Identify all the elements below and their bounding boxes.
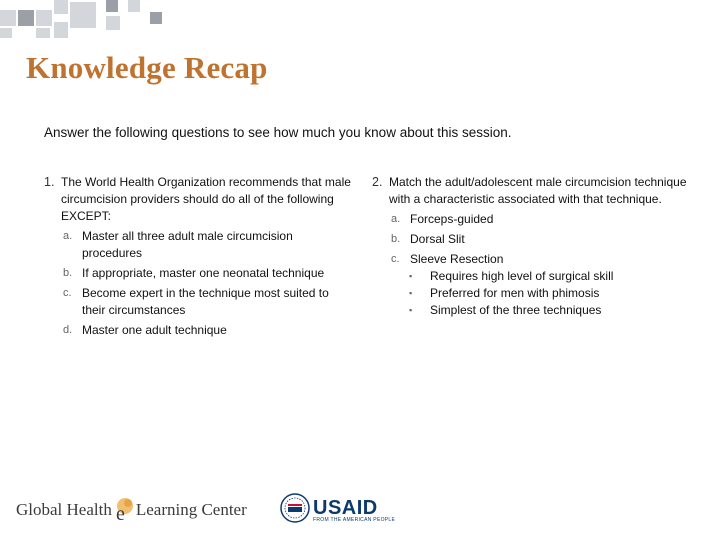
bullet-item bbox=[372, 285, 692, 302]
option-letter: b. bbox=[391, 233, 401, 245]
bullet-text: Simplest of the three techniques bbox=[430, 303, 602, 317]
bullet-square-icon: ▪ bbox=[409, 305, 413, 315]
option-text: Master one adult technique bbox=[82, 323, 227, 337]
question-1 bbox=[44, 174, 354, 339]
ghlc-e-icon bbox=[113, 496, 135, 524]
ghlc-logo bbox=[16, 492, 247, 528]
bullet-item bbox=[372, 268, 692, 285]
option-item bbox=[44, 322, 354, 339]
option-letter: c. bbox=[391, 253, 400, 265]
option-text: Become expert in the technique most suited to their circumstances bbox=[82, 286, 329, 317]
bullet-square-icon: ▪ bbox=[409, 288, 413, 298]
svg-text:e: e bbox=[115, 503, 125, 524]
question-number: 1. bbox=[44, 175, 55, 189]
ghlc-logo-right-text: Learning Center bbox=[135, 500, 247, 519]
option-letter: b. bbox=[63, 267, 73, 279]
bullet-item bbox=[372, 302, 692, 319]
page-title: Knowledge Recap bbox=[26, 50, 268, 85]
decorative-squares bbox=[0, 0, 170, 40]
usaid-seal-icon bbox=[280, 493, 310, 528]
option-letter: d. bbox=[63, 324, 73, 336]
question-2 bbox=[372, 174, 692, 319]
intro-text: Answer the following questions to see how much you know about this session. bbox=[44, 125, 512, 140]
bullet-square-icon: ▪ bbox=[409, 271, 413, 281]
option-letter: c. bbox=[63, 287, 72, 299]
usaid-wordmark: USAID bbox=[313, 496, 378, 519]
question-number: 2. bbox=[372, 175, 383, 189]
option-text: Dorsal Slit bbox=[410, 232, 465, 246]
bullet-text: Preferred for men with phimosis bbox=[430, 286, 600, 300]
option-item bbox=[44, 228, 354, 262]
option-text: Master all three adult male circumcision procedures bbox=[82, 229, 293, 260]
ghlc-logo-left-text: Global Health bbox=[16, 500, 112, 519]
bullet-text: Requires high level of surgical skill bbox=[430, 269, 614, 283]
option-text: If appropriate, master one neonatal technique bbox=[82, 266, 325, 280]
option-letter: a. bbox=[391, 213, 401, 225]
usaid-tagline: FROM THE AMERICAN PEOPLE bbox=[313, 516, 396, 523]
option-item bbox=[372, 211, 692, 228]
question-text: The World Health Organization recommends that male circumcision providers should do all of the following EXCEPT: bbox=[61, 175, 351, 223]
option-text: Sleeve Resection bbox=[410, 252, 504, 266]
option-text: Forceps-guided bbox=[410, 212, 494, 226]
option-item bbox=[372, 231, 692, 248]
option-item bbox=[44, 265, 354, 282]
usaid-logo bbox=[280, 493, 395, 528]
option-item bbox=[372, 251, 692, 268]
option-letter: a. bbox=[63, 230, 73, 242]
question-text: Match the adult/adolescent male circumcision technique with a characteristic associated with that technique. bbox=[389, 175, 687, 206]
option-item bbox=[44, 285, 354, 319]
